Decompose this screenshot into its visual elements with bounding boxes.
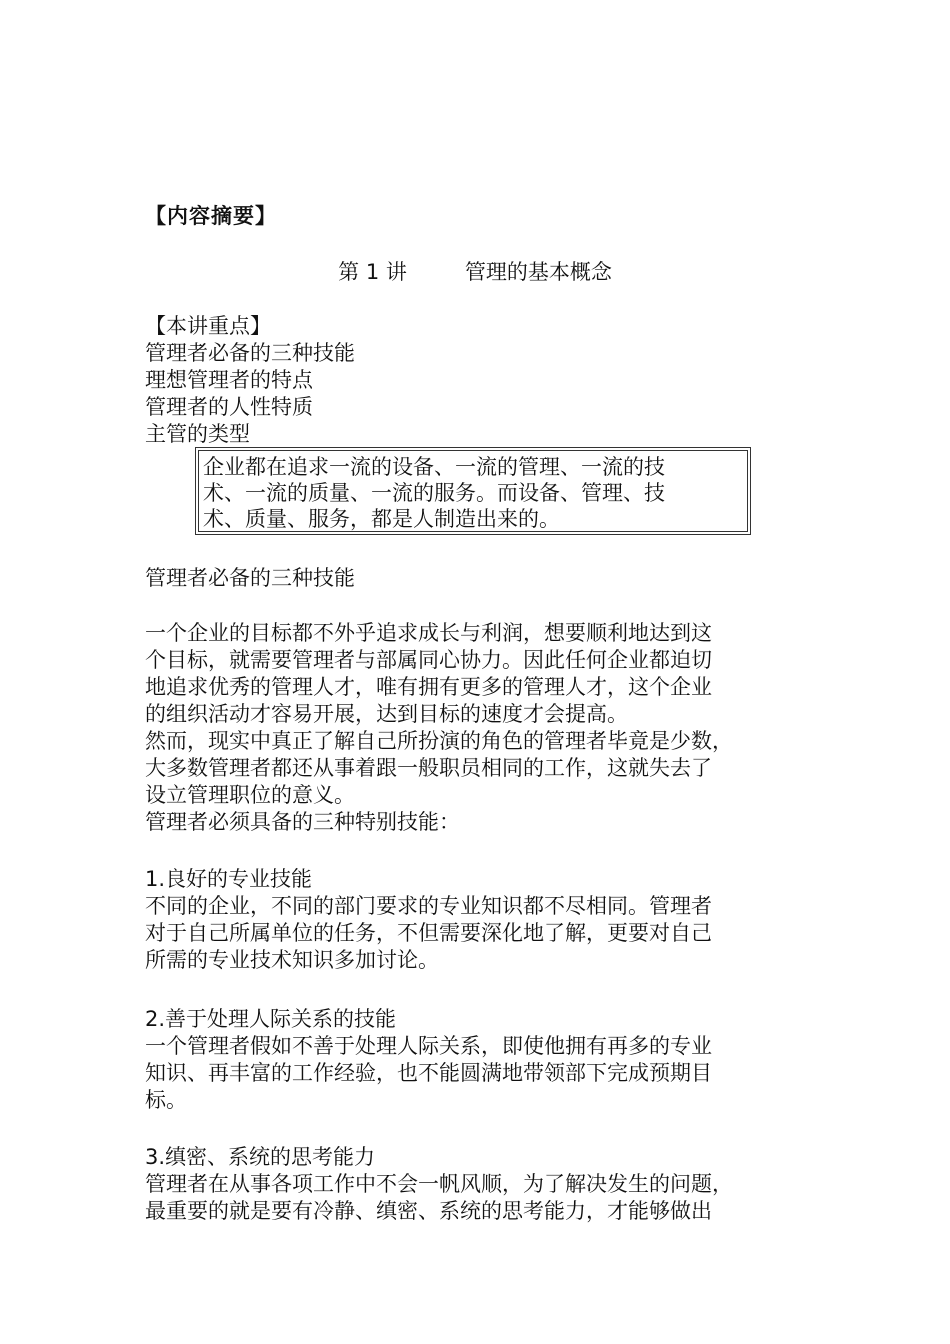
intro-line: 一个企业的目标都不外乎追求成长与利润，想要顺利地达到这 [145, 621, 712, 645]
skill-line: 知识、再丰富的工作经验，也不能圆满地带领部下完成预期目 [145, 1061, 712, 1085]
section-title: 管理者必备的三种技能 [145, 566, 355, 590]
key-point-item: 理想管理者的特点 [145, 368, 313, 392]
intro-line: 大多数管理者都还从事着跟一般职员相同的工作，这就失去了 [145, 756, 712, 780]
lecture-name: 管理的基本概念 [464, 260, 612, 284]
skill-line: 管理者在从事各项工作中不会一帆风顺，为了解决发生的问题， [145, 1172, 733, 1196]
skill-title: 3.缜密、系统的思考能力 [145, 1145, 376, 1169]
lecture-title [0, 256, 950, 286]
skill-line: 一个管理者假如不善于处理人际关系，即使他拥有再多的专业 [145, 1034, 712, 1058]
quote-line: 术、质量、服务，都是人制造出来的。 [203, 507, 560, 531]
intro-line: 地追求优秀的管理人才，唯有拥有更多的管理人才，这个企业 [145, 675, 712, 699]
skill-line: 对于自己所属单位的任务，不但需要深化地了解，更要对自己 [145, 921, 712, 945]
intro-line: 管理者必须具备的三种特别技能： [145, 810, 460, 834]
summary-heading: 【内容摘要】 [145, 204, 277, 228]
skill-line: 标。 [145, 1088, 187, 1112]
skill-line: 最重要的就是要有冷静、缜密、系统的思考能力，才能够做出 [145, 1199, 712, 1223]
key-points-heading: 【本讲重点】 [145, 314, 271, 338]
quote-box [198, 450, 748, 532]
key-point-item: 管理者的人性特质 [145, 395, 313, 419]
skill-3 [145, 1144, 835, 1225]
intro-line: 的组织活动才容易开展，达到目标的速度才会提高。 [145, 702, 628, 726]
lecture-number: 第 1 讲 [338, 260, 407, 284]
quote-line: 企业都在追求一流的设备、一流的管理、一流的技 [203, 455, 665, 479]
skill-1 [145, 866, 835, 974]
intro-line: 个目标，就需要管理者与部属同心协力。因此任何企业都迫切 [145, 648, 712, 672]
skill-title: 1.良好的专业技能 [145, 867, 313, 891]
skill-2 [145, 1006, 835, 1114]
quote-line: 术、一流的质量、一流的服务。而设备、管理、技 [203, 481, 665, 505]
intro-paragraph [145, 620, 835, 836]
intro-line: 然而，现实中真正了解自己所扮演的角色的管理者毕竟是少数， [145, 729, 733, 753]
skill-line: 所需的专业技术知识多加讨论。 [145, 948, 439, 972]
intro-line: 设立管理职位的意义。 [145, 783, 355, 807]
skill-line: 不同的企业，不同的部门要求的专业知识都不尽相同。管理者 [145, 894, 712, 918]
key-point-item: 主管的类型 [145, 422, 250, 446]
key-point-item: 管理者必备的三种技能 [145, 341, 355, 365]
key-points [145, 313, 835, 448]
skill-title: 2.善于处理人际关系的技能 [145, 1007, 397, 1031]
